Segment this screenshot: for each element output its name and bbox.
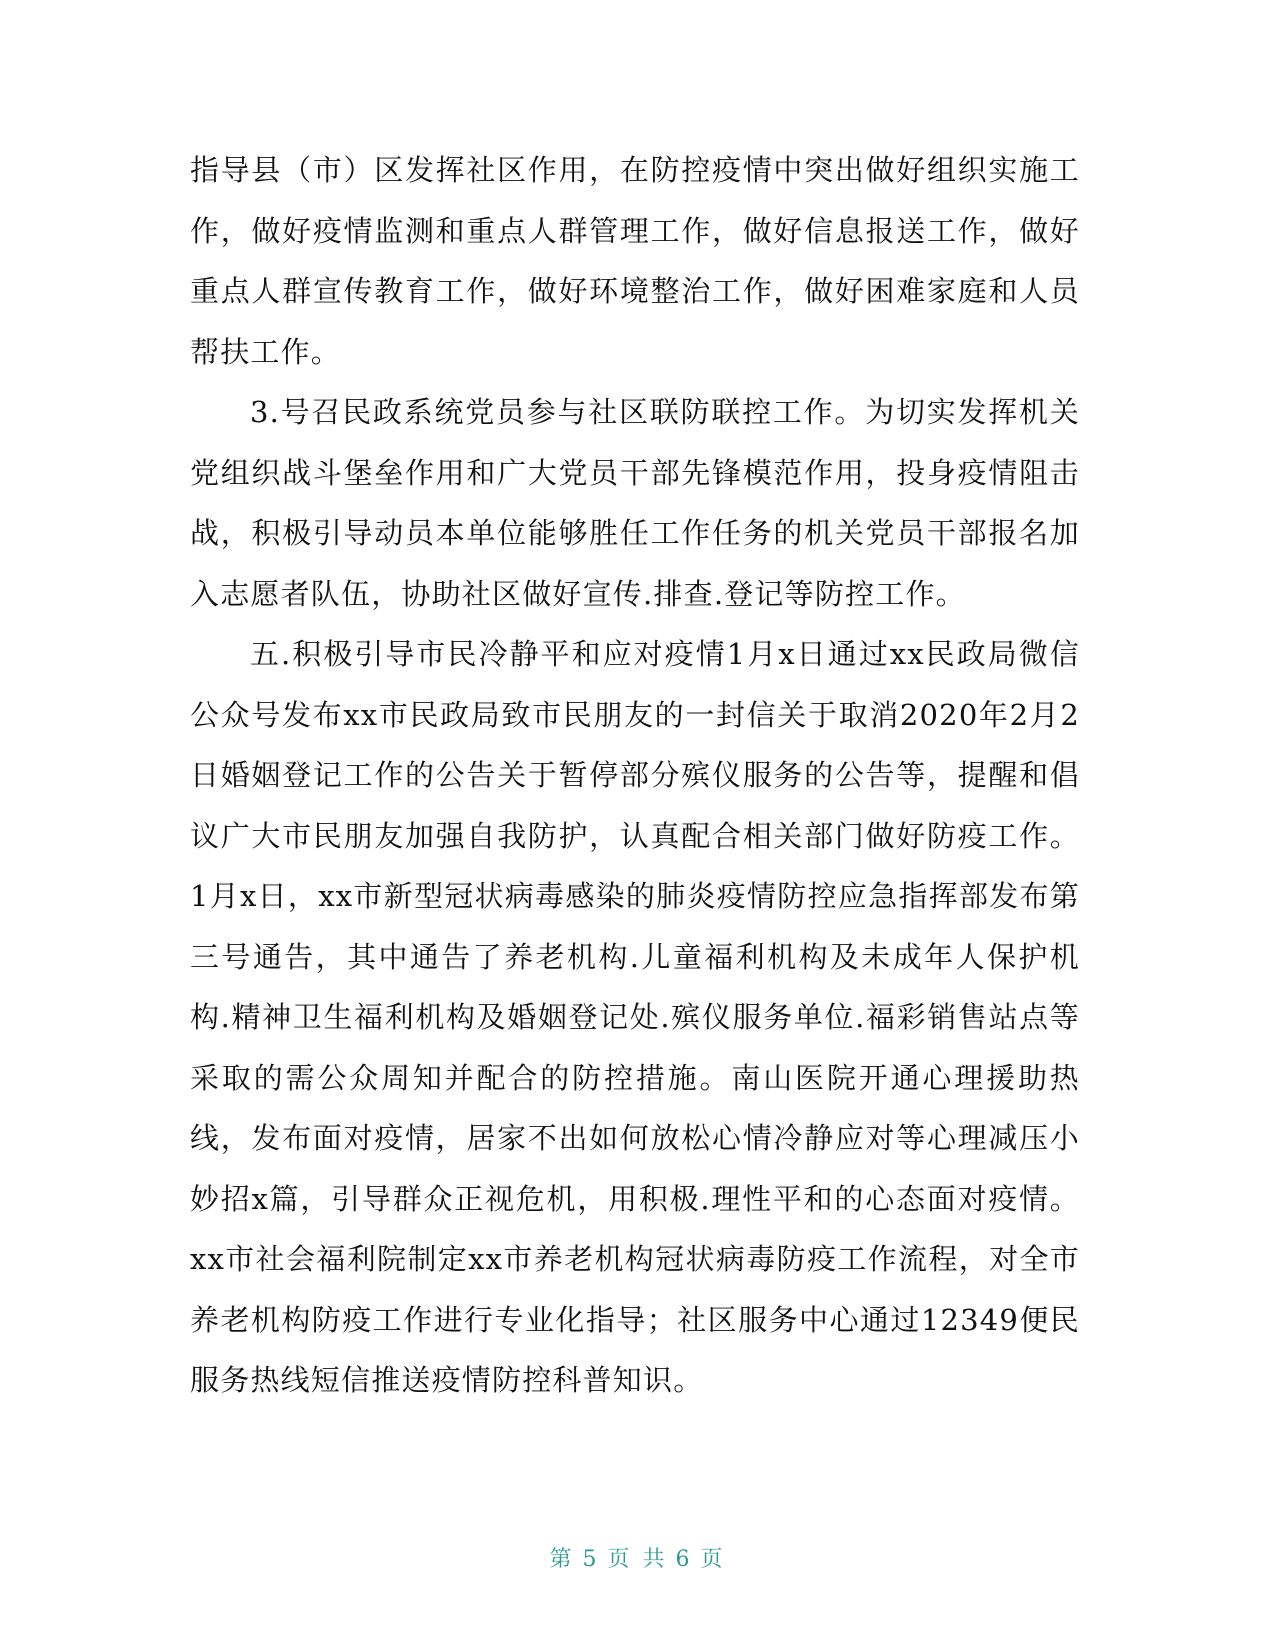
footer-prefix: 第 — [549, 1547, 575, 1572]
footer-mid: 页 共 — [607, 1547, 668, 1572]
page-footer — [0, 1542, 1275, 1573]
paragraph-guide-citizens: 五.积极引导市民冷静平和应对疫情1月x日通过xx民政局微信公众号发布xx市民政局致市民朋友的一封信关于取消2020年2月2日婚姻登记工作的公告关于暂停部分殡仪服务的公告等，提醒和倡议广大市民朋友加强自我防护，认真配合相关部门做好防疫工作。1月x日，xx市新型冠状病毒感染的肺炎疫情防控应急指挥部发布第三号通告，其中通告了养老机构.儿童福利机构及未成年人保护机构.精神卫生福利机构及婚姻登记处.殡仪服务单位.福彩销售站点等采取的需公众周知并配合的防控措施。南山医院开通心理援助热线，发布面对疫情，居家不出如何放松心情冷静应对等心理减压小妙招x篇，引导群众正视危机，用积极.理性平和的心态面对疫情。xx市社会福利院制定xx市养老机构冠状病毒防疫工作流程，对全市养老机构防疫工作进行专业化指导；社区服务中心通过12349便民服务热线短信推送疫情防控科普知识。 — [190, 637, 1080, 1397]
footer-total-pages: 6 — [675, 1547, 693, 1572]
document-body — [190, 140, 1080, 1411]
footer-current-page: 5 — [582, 1547, 600, 1572]
paragraph-party-members: 3.号召民政系统党员参与社区联防联控工作。为切实发挥机关党组织战斗堡垒作用和广大党员干部先锋模范作用，投身疫情阻击战，积极引导动员本单位能够胜任工作任务的机关党员干部报名加入志愿者队伍，协助社区做好宣传.排查.登记等防控工作。 — [190, 395, 1080, 611]
footer-suffix: 页 — [700, 1547, 726, 1572]
paragraph-community-guidance: 指导县（市）区发挥社区作用，在防控疫情中突出做好组织实施工作，做好疫情监测和重点人群管理工作，做好信息报送工作，做好重点人群宣传教育工作，做好环境整治工作，做好困难家庭和人员帮扶工作。 — [190, 153, 1080, 369]
